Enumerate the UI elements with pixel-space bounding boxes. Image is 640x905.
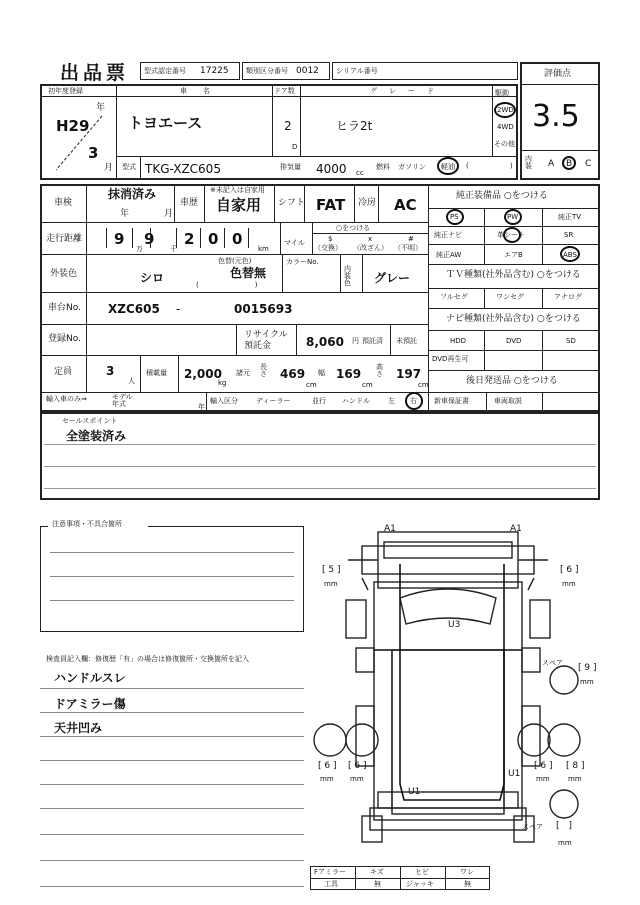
spare1-mm: mm xyxy=(580,678,594,686)
cooler-label: 冷房 xyxy=(358,198,377,208)
inspection-value: 抹消済み xyxy=(108,187,157,201)
tread-rr1: [ 6 ] xyxy=(534,761,553,771)
navi-sd: SD xyxy=(566,337,576,345)
equip-abs: ABS xyxy=(563,251,577,259)
length-label: 長さ xyxy=(260,363,267,378)
cc-unit: cc xyxy=(356,169,364,177)
parallel: 並行 xyxy=(312,397,326,405)
month-unit: 月 xyxy=(104,163,114,173)
u3-mark: U3 xyxy=(448,620,461,630)
capacity-unit: 人 xyxy=(128,377,135,385)
car-name-label: 車名 xyxy=(180,87,226,95)
mileage-km: km xyxy=(258,245,269,253)
displacement-value: 4000 xyxy=(316,162,347,176)
notes-label: 注意事項・不具合箇所 xyxy=(52,520,122,528)
model-cert-no: 17225 xyxy=(200,66,229,76)
first-reg-month: 3 xyxy=(88,144,99,162)
interior-b: B xyxy=(566,159,573,169)
interior-c: C xyxy=(585,159,592,169)
modified-mark: x xyxy=(368,235,373,243)
mileage-digit: 0 xyxy=(232,230,243,248)
tread-rl2: [ 6 ] xyxy=(348,761,367,771)
chassis-prefix: XZC605 xyxy=(108,302,160,316)
later-manual: 車両取説 xyxy=(494,397,522,405)
legend-break: ワレ xyxy=(460,868,474,876)
mileage-digit: 9 xyxy=(144,230,155,248)
recycle-label: リサイクル預託金 xyxy=(244,330,288,351)
rating-label: 評価点 xyxy=(544,69,572,79)
note-line-2: ドアミラー傷 xyxy=(54,697,126,711)
history-value: 自家用 xyxy=(216,196,262,214)
navi-dvd: DVD xyxy=(506,337,522,345)
repaint-label: 色替(元色) xyxy=(218,257,252,265)
tv-oneseg: ワンセグ xyxy=(496,293,524,301)
height-unit: cm xyxy=(418,381,429,389)
mileage-digit: 2 xyxy=(184,230,195,248)
fuel-light-oil: 軽油 xyxy=(441,163,455,171)
a1-left: A1 xyxy=(384,524,396,534)
history-label: 車歴 xyxy=(180,198,199,208)
import-type-label: 輸入区分 xyxy=(210,397,238,405)
history-note: ※未記入は自家用 xyxy=(210,186,265,194)
drive-label: 駆動 xyxy=(495,89,509,97)
navi-hdd: HDD xyxy=(450,337,467,345)
inspection-month: 月 xyxy=(164,209,174,219)
equip-aw: 純正AW xyxy=(436,251,462,259)
model-value: TKG-XZC605 xyxy=(145,162,221,176)
color-no-label: カラーNo. xyxy=(286,258,319,266)
later-warranty: 新車保証書 xyxy=(434,397,469,405)
recycle-paid: 預託済 xyxy=(362,337,383,345)
int-color-label: 内装色 xyxy=(344,265,351,287)
equip-airbag: エアB xyxy=(504,251,523,259)
handle-label: ハンドル xyxy=(342,397,370,405)
exchange-label: （交換） xyxy=(314,244,342,252)
repaint-paren: ( ) xyxy=(196,281,258,289)
mileage-man: 万 xyxy=(136,245,143,253)
equip-pw: PW xyxy=(507,213,519,221)
ext-color-value: シロ xyxy=(140,271,165,285)
spare1-label: スペア xyxy=(542,659,563,667)
category-no: 0012 xyxy=(296,66,319,76)
later-title: 後日発送品 ○をつける xyxy=(466,376,558,386)
fuel-paren-close: ) xyxy=(510,162,513,170)
equip-navi: 純正ナビ xyxy=(434,231,462,239)
spare2-mm: mm xyxy=(558,839,572,847)
inspection-year: 年 xyxy=(120,209,130,219)
u1-bottom: U1 xyxy=(408,787,421,797)
modified-label: （改ざん） xyxy=(353,244,388,252)
equip-tv: 純正TV xyxy=(558,213,582,221)
repaint-value: 色替無 xyxy=(230,266,267,280)
legend-mirror: Fアミラー xyxy=(314,868,347,876)
car-name: トヨエース xyxy=(128,114,203,132)
equip-sr: SR xyxy=(564,231,574,239)
exchange-mark: $ xyxy=(328,235,333,243)
width-unit: cm xyxy=(362,381,373,389)
width-label: 幅 xyxy=(318,369,325,377)
year-unit: 年 xyxy=(96,103,106,113)
legend-crack: ヒビ xyxy=(415,868,429,876)
navi-title: ナビ種類(社外品含む) ○をつける xyxy=(446,314,581,324)
inspector-label: 検査員記入欄：修復歴「有」の場合は修復箇所・交換箇所を記入 xyxy=(46,655,249,663)
category-label: 類別区分番号 xyxy=(246,67,288,75)
tv-analog: アナログ xyxy=(554,293,582,301)
interior-label: 内装 xyxy=(525,155,532,170)
legend-jack-value: 無 xyxy=(464,880,471,888)
dealer: ディーラー xyxy=(256,397,291,405)
model-year-unit: 年 xyxy=(198,403,205,411)
dvd-playback: DVD再生可 xyxy=(432,355,469,363)
recycle-unit: 円 xyxy=(352,337,359,345)
legend-jack: ジャッキ xyxy=(406,880,434,888)
recycle-unpaid: 未預託 xyxy=(396,337,417,345)
sales-label: セールスポイント xyxy=(62,417,118,425)
recycle-value: 8,060 xyxy=(306,335,344,349)
tread-fl-mm: mm xyxy=(324,580,338,588)
spare1-value: [ 9 ] xyxy=(578,663,597,673)
grade-label: グレード xyxy=(370,87,446,95)
tv-fullseg: フルセグ xyxy=(440,293,468,301)
drive-2wd: 2WD xyxy=(497,106,514,114)
equip-leather: 革シート xyxy=(497,231,525,239)
sales-box xyxy=(40,412,600,500)
load-value: 2,000 xyxy=(184,367,222,381)
equip-ps: PS xyxy=(450,213,459,221)
page-title: 出品票 xyxy=(60,62,130,84)
mileage-digit: 9 xyxy=(114,230,125,248)
spare2-value: [ ] xyxy=(556,821,573,831)
mileage-label: 走行距離 xyxy=(46,234,83,244)
displacement-label: 排気量 xyxy=(280,163,301,171)
tread-fr-mm: mm xyxy=(562,580,576,588)
spare2-label: スペア xyxy=(522,823,543,831)
width-value: 169 xyxy=(336,367,362,381)
capacity-value: 3 xyxy=(106,364,115,378)
drive-4wd: 4WD xyxy=(497,123,514,131)
chassis-label: 車台No. xyxy=(48,303,81,313)
doors-label: ドア数 xyxy=(274,87,295,95)
tread-rl1-mm: mm xyxy=(320,775,334,783)
tread-fr: [ 6 ] xyxy=(560,565,579,575)
u1-right: U1 xyxy=(508,769,521,779)
fuel-label: 燃料 xyxy=(376,163,390,171)
import-label: 輸入車のみ⇒ xyxy=(46,395,87,403)
tread-rr1-mm: mm xyxy=(536,775,550,783)
mile-label: マイル xyxy=(284,239,305,247)
handle-left: 左 xyxy=(388,397,395,405)
length-unit: cm xyxy=(306,381,317,389)
legend-tools: 工具 xyxy=(324,880,338,888)
legend-scratch: キズ xyxy=(370,868,384,876)
cooler-value: AC xyxy=(394,196,417,214)
notes-box xyxy=(40,526,304,632)
handle-right: 右 xyxy=(410,397,417,405)
fuel-paren-open: ( xyxy=(466,162,469,170)
equipment-title: 純正装備品 ○をつける xyxy=(456,191,548,201)
unknown-mark: # xyxy=(408,235,414,243)
drive-other: その他 xyxy=(494,140,515,148)
chassis-no: 0015693 xyxy=(234,302,293,316)
tread-rr2: [ 8 ] xyxy=(566,761,585,771)
tread-fl: [ 5 ] xyxy=(322,565,341,575)
first-reg-year: H29 xyxy=(56,117,90,135)
fuel-gas: ガソリン xyxy=(398,163,426,171)
model-label: 型式 xyxy=(122,163,136,171)
mileage-digit: 0 xyxy=(208,230,219,248)
date-slash xyxy=(50,110,110,174)
sales-text: 全塗装済み xyxy=(66,429,127,443)
grade-value: ヒラ2t xyxy=(336,119,373,133)
doors-value: 2 xyxy=(284,119,292,133)
model-year-label: モデル年式 xyxy=(112,393,133,408)
note-line-3: 天井凹み xyxy=(54,721,103,735)
unknown-label: （不明） xyxy=(394,244,422,252)
tread-rl1: [ 6 ] xyxy=(318,761,337,771)
length-value: 469 xyxy=(280,367,306,381)
legend-tools-value: 無 xyxy=(374,880,381,888)
capacity-label: 定員 xyxy=(54,367,73,377)
inspection-label: 車検 xyxy=(54,198,73,208)
serial-label: シリアル番号 xyxy=(336,67,378,75)
mileage-sen: 千 xyxy=(170,245,177,253)
ext-color-label: 外装色 xyxy=(50,269,78,279)
tread-rl2-mm: mm xyxy=(350,775,364,783)
shift-label: シフト xyxy=(278,198,306,208)
load-label: 積載量 xyxy=(146,369,167,377)
a1-right: A1 xyxy=(510,524,522,534)
height-label: 高さ xyxy=(376,363,383,378)
rating-value: 3.5 xyxy=(532,99,580,134)
dims-label: 諸元 xyxy=(236,369,250,377)
height-value: 197 xyxy=(396,367,422,381)
load-unit: kg xyxy=(218,379,227,387)
shift-value: FAT xyxy=(316,196,346,214)
mileage-mark-note: ○をつける xyxy=(336,224,371,232)
note-line-1: ハンドルスレ xyxy=(54,671,126,685)
model-cert-label: 型式認定番号 xyxy=(144,67,186,75)
reg-no-label: 登録No. xyxy=(48,334,81,344)
first-reg-label: 初年度登録 xyxy=(48,87,83,95)
tv-title: ＴＶ種類(社外品含む) ○をつける xyxy=(446,270,581,280)
interior-a: A xyxy=(548,159,555,169)
tread-rr2-mm: mm xyxy=(568,775,582,783)
door-d: D xyxy=(292,143,298,151)
int-color-value: グレー xyxy=(374,271,411,285)
chassis-dash: - xyxy=(176,302,181,316)
